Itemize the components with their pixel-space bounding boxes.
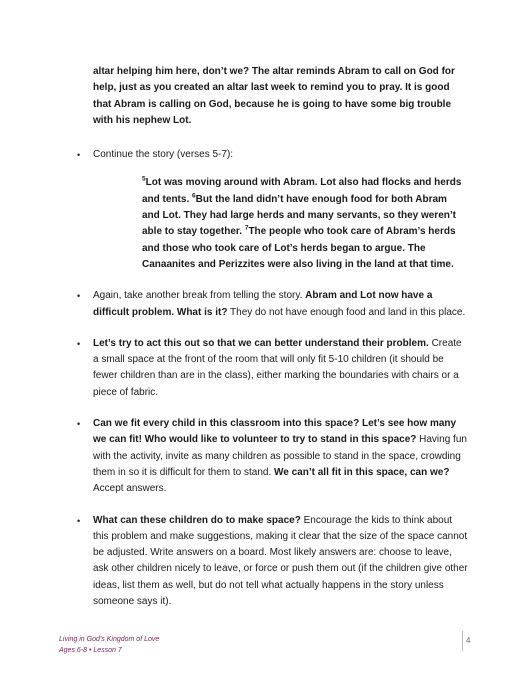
text-run: Again, take another break from telling the story. [93,290,306,302]
bullet-text [93,515,468,607]
bullet-continue-story [76,147,468,273]
bold-prompt: Let’s try to act this out so that we can better understand their problem. [93,337,429,349]
verse-number-6: 6 [192,192,196,200]
bullet-dot: • [77,150,81,161]
verse-number-7: 7 [244,225,249,233]
bold-question: We can’t all fit in this space, can we? [274,466,450,478]
footer-lesson-info: Ages 6-8 • Lesson 7 [59,647,122,654]
footer-curriculum-title: Living in God’s Kingdom of Love [59,636,160,643]
bold-question: What can these children do to make space? [93,514,301,526]
bullet-act-out [76,336,468,401]
text-run: Create a small space at the front of the room that will only fit 5-10 children (it should be fewer children than are in the class), either marking the boundaries with chairs or a piece of fabric. [93,337,462,398]
bullet-fit-children [76,416,468,497]
verse-6: But the land didn’t have enough food for both Abram and Lot. They had large herds and many servants, so they weren’t able to stay together. [142,193,456,238]
verse-5: Lot was moving around with Abram. Lot also had flocks and herds and tents. [142,177,462,205]
bullet-text [93,290,465,317]
text-run: Having fun with the activity, invite as many children as possible to stand in the space, crowding them in so it is difficult for them to stand. [93,434,467,478]
bullet-dot: • [77,338,81,349]
bullet-dot: • [77,515,81,526]
text-run: They do not have enough food and land in this place. [227,306,466,318]
bold-prompt: Can we fit every child in this classroom into this space? Let’s see how many we can fit! Who would like to volunteer to try to stand in this space? [93,418,457,446]
bold-question: Abram and Lot now have a difficult problem. What is it? [93,290,433,318]
bullet-text [93,418,467,494]
bullet-dot: • [77,419,81,430]
bullet-text: Continue the story (verses 5-7): [93,149,234,161]
page-number: 4 [466,636,471,645]
page-footer [59,634,159,656]
bullet-dot: • [77,291,81,302]
verse-number-5: 5 [142,176,146,184]
text-run: Accept answers. [93,483,167,495]
intro-paragraph: altar helping him here, don’t we? The altar reminds Abram to call on God for help, just as you created an altar last week to remind you to pray. It is good that Abram is calling on God, because he is going to have some big trouble with his nephew Lot. [93,66,455,126]
text-run: Encourage the kids to think about this problem and make suggestions, making it clear that the size of the space cannot be adjusted. Write answers on a board. Most likely answers are: choose to leave, ask other children nicely to leave, or force or push them out (if the children give other ideas, list them as well, but do not tell what actually happens in the story unless someone says it). [93,514,468,608]
page-content [76,64,468,625]
verse-7: The people who took care of Abram’s herds and those who took care of Lot’s herds began to argue. The Canaanites and Perizzites were also living in the land at that time. [142,226,456,270]
footer-divider [462,631,463,651]
scripture-quote [93,175,468,273]
bullet-break-story [76,288,468,321]
bullet-text [93,338,462,398]
bullet-make-space [76,513,468,611]
